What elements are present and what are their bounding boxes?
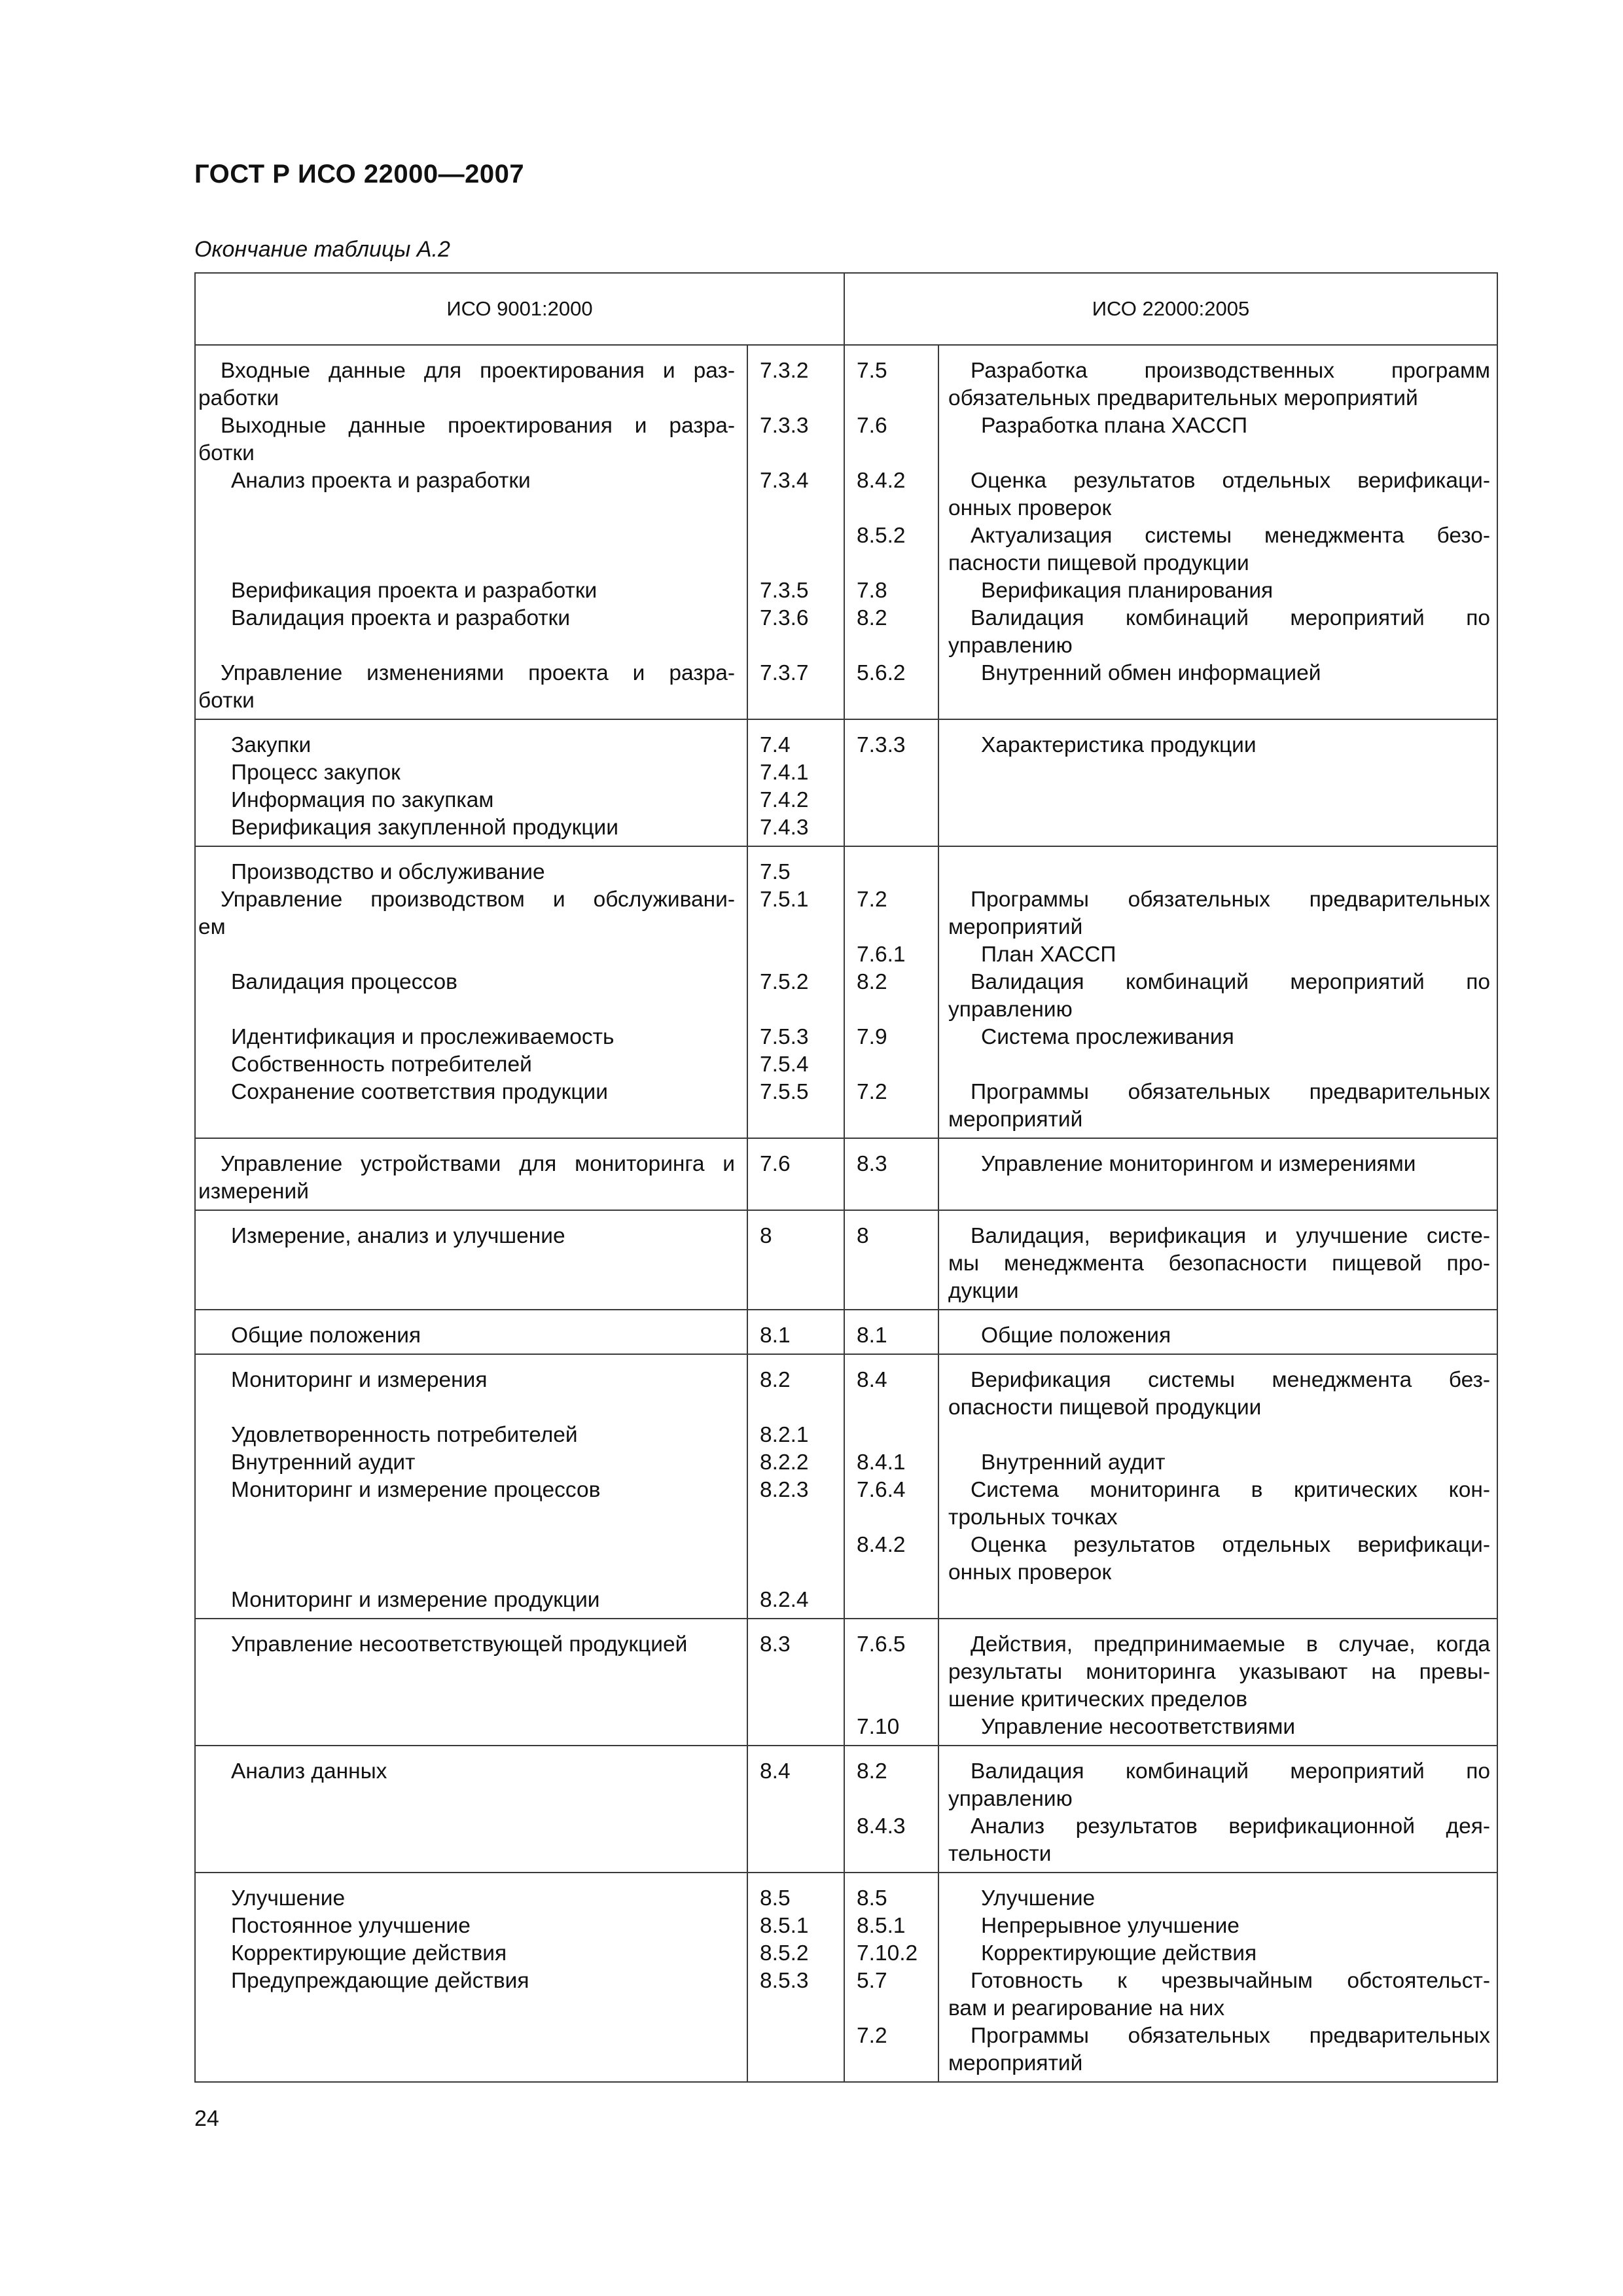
iso9001-requirement-cell xyxy=(195,1619,747,1746)
iso22000-clause-line: 7.6.4 xyxy=(857,1478,906,1502)
iso9001-requirement-line: Корректирующие действия xyxy=(231,1941,507,1965)
iso9001-requirement-line xyxy=(198,1659,735,1686)
table-row xyxy=(195,1310,1497,1354)
iso22000-clause-line xyxy=(857,1840,935,1868)
iso22000-requirement-line: опасности пищевой продукции xyxy=(948,1395,1262,1420)
iso22000-requirement-line: пасности пищевой продукции xyxy=(948,551,1249,575)
iso22000-requirement-line xyxy=(948,687,1490,715)
iso22000-requirement-line: Разработка плана ХАССП xyxy=(981,414,1248,438)
iso9001-requirement-line: ем xyxy=(198,915,226,939)
iso9001-requirement-line: Общие положения xyxy=(231,1323,421,1348)
iso9001-clause-line xyxy=(760,1785,841,1813)
iso22000-requirement-line: управлению xyxy=(948,1787,1073,1811)
iso22000-requirement-line: Непрерывное улучшение xyxy=(981,1914,1240,1938)
iso22000-requirement-cell xyxy=(938,1210,1497,1310)
iso22000-clause-line xyxy=(857,1394,935,1422)
iso9001-requirement-cell xyxy=(195,1138,747,1210)
iso22000-requirement-line: Валидация комбинаций мероприятий по xyxy=(971,606,1491,630)
iso9001-requirement-line: работки xyxy=(198,386,279,410)
iso22000-clause-line xyxy=(857,859,935,886)
iso9001-clause-line: 7.3.6 xyxy=(760,606,809,630)
iso9001-clause-line: 8.2.4 xyxy=(760,1588,809,1612)
iso22000-requirement-line: Верификация планирования xyxy=(981,579,1274,603)
iso22000-requirement-cell xyxy=(938,1354,1497,1619)
iso22000-clause-cell xyxy=(844,1619,938,1746)
iso22000-clause-line: 7.10.2 xyxy=(857,1941,918,1965)
iso9001-clause-cell xyxy=(747,1138,844,1210)
iso9001-clause-line: 7.4.1 xyxy=(760,761,809,785)
iso9001-clause-line xyxy=(760,440,841,467)
iso9001-clause-cell xyxy=(747,846,844,1138)
iso22000-requirement-line: Управление несоответствиями xyxy=(981,1715,1296,1739)
iso9001-clause-line xyxy=(760,1995,841,2022)
iso22000-requirement-cell xyxy=(938,345,1497,719)
iso9001-clause-line xyxy=(760,687,841,715)
iso9001-requirement-line: Верификация закупленной продукции xyxy=(231,816,618,840)
iso22000-clause-line xyxy=(857,687,935,715)
table-header-row xyxy=(195,273,1497,345)
iso9001-clause-line xyxy=(760,996,841,1024)
iso9001-clause-line xyxy=(760,550,841,577)
iso22000-requirement-line: Программы обязательных предварительных xyxy=(971,2024,1491,2048)
iso9001-requirement-line: Анализ данных xyxy=(231,1759,387,1784)
iso22000-clause-line: 8.4.2 xyxy=(857,469,906,493)
iso9001-requirement-line xyxy=(198,2050,735,2077)
iso22000-clause-line xyxy=(857,550,935,577)
iso9001-requirement-line: Улучшение xyxy=(231,1886,346,1910)
iso22000-requirement-line: Система прослеживания xyxy=(981,1025,1234,1049)
iso22000-clause-line: 7.3.3 xyxy=(857,733,906,757)
iso9001-requirement-line: Управление устройствами для мониторинга и xyxy=(221,1152,735,1176)
iso9001-requirement-cell xyxy=(195,345,747,719)
iso9001-requirement-line xyxy=(198,1278,735,1305)
iso9001-requirement-line xyxy=(198,522,735,550)
iso9001-clause-line: 7.3.3 xyxy=(760,414,809,438)
iso9001-requirement-cell xyxy=(195,1873,747,2082)
iso9001-clause-line xyxy=(760,914,841,941)
iso9001-clause-line: 8 xyxy=(760,1224,772,1248)
iso22000-requirement-line xyxy=(948,440,1490,467)
iso22000-requirement-line xyxy=(948,1051,1490,1079)
iso22000-clause-line xyxy=(857,385,935,412)
iso9001-clause-line xyxy=(760,632,841,660)
iso9001-requirement-line xyxy=(198,1785,735,1813)
iso9001-clause-line: 7.4.3 xyxy=(760,816,809,840)
iso9001-requirement-cell xyxy=(195,1310,747,1354)
iso22000-clause-line: 8.4.2 xyxy=(857,1533,906,1557)
iso9001-clause-line xyxy=(760,1178,841,1206)
iso9001-requirement-line: Анализ проекта и разработки xyxy=(231,469,531,493)
iso22000-clause-line xyxy=(857,914,935,941)
iso9001-requirement-line: Собственность потребителей xyxy=(231,1052,532,1077)
iso9001-requirement-line: Валидация проекта и разработки xyxy=(231,606,571,630)
iso9001-clause-line: 7.3.7 xyxy=(760,661,809,685)
iso22000-clause-line: 5.6.2 xyxy=(857,661,906,685)
iso9001-clause-line xyxy=(760,1504,841,1532)
iso22000-clause-line: 5.7 xyxy=(857,1969,887,1993)
iso9001-requirement-line: Производство и обслуживание xyxy=(231,860,545,884)
iso22000-clause-line xyxy=(857,1504,935,1532)
column-header-iso22000: ИСО 22000:2005 xyxy=(844,273,1497,345)
iso22000-requirement-line: Программы обязательных предварительных xyxy=(971,1080,1491,1104)
table-row xyxy=(195,1354,1497,1619)
iso22000-requirement-line: Общие положения xyxy=(981,1323,1171,1348)
iso9001-clause-line xyxy=(760,2050,841,2077)
table-body xyxy=(195,345,1497,2082)
iso9001-clause-line: 8.5.1 xyxy=(760,1914,809,1938)
iso22000-clause-line xyxy=(857,632,935,660)
iso22000-requirement-line: Оценка результатов отдельных верификаци- xyxy=(971,469,1491,493)
iso9001-requirement-line xyxy=(198,632,735,660)
iso22000-requirement-line: Актуализация системы менеджмента безо- xyxy=(971,524,1491,548)
iso9001-clause-line: 7.5.5 xyxy=(760,1080,809,1104)
iso9001-clause-line: 8.4 xyxy=(760,1759,791,1784)
document-title: ГОСТ Р ИСО 22000—2007 xyxy=(194,160,525,188)
column-header-iso9001: ИСО 9001:2000 xyxy=(195,273,844,345)
iso22000-clause-line: 8.4.3 xyxy=(857,1814,906,1839)
iso22000-requirement-line: онных проверок xyxy=(948,1560,1112,1585)
table-row xyxy=(195,1138,1497,1210)
iso22000-requirement-line: Внутренний обмен информацией xyxy=(981,661,1321,685)
iso22000-requirement-line xyxy=(948,1178,1490,1206)
iso22000-requirement-line: Внутренний аудит xyxy=(981,1450,1166,1475)
iso22000-requirement-cell xyxy=(938,1310,1497,1354)
iso22000-clause-line: 8.5 xyxy=(857,1886,887,1910)
table-caption: Окончание таблицы А.2 xyxy=(194,237,450,262)
iso22000-clause-line: 7.6.5 xyxy=(857,1632,906,1657)
iso9001-requirement-cell xyxy=(195,719,747,846)
iso22000-clause-line: 8.1 xyxy=(857,1323,887,1348)
iso22000-requirement-line: Готовность к чрезвычайным обстоятельст- xyxy=(971,1969,1491,1993)
iso9001-clause-line: 8.5.2 xyxy=(760,1941,809,1965)
iso22000-clause-line: 8.5.1 xyxy=(857,1914,906,1938)
iso22000-requirement-line: Валидация комбинаций мероприятий по xyxy=(971,970,1491,994)
iso22000-requirement-line: Характеристика продукции xyxy=(981,733,1257,757)
iso22000-clause-line xyxy=(857,1587,935,1614)
iso9001-clause-line: 7.6 xyxy=(760,1152,791,1176)
table-row xyxy=(195,1619,1497,1746)
iso9001-requirement-line: ботки xyxy=(198,689,255,713)
iso9001-clause-line: 8.5 xyxy=(760,1886,791,1910)
iso9001-clause-line: 7.3.2 xyxy=(760,359,809,383)
iso9001-requirement-line: Мониторинг и измерение продукции xyxy=(231,1588,600,1612)
iso9001-clause-line xyxy=(760,495,841,522)
iso22000-clause-line: 7.5 xyxy=(857,359,887,383)
iso22000-requirement-cell xyxy=(938,1746,1497,1873)
iso9001-requirement-line xyxy=(198,1504,735,1532)
iso9001-clause-cell xyxy=(747,1354,844,1619)
iso22000-clause-line: 8.4.1 xyxy=(857,1450,906,1475)
iso22000-clause-line: 7.9 xyxy=(857,1025,887,1049)
iso22000-clause-line xyxy=(857,1051,935,1079)
iso9001-requirement-line: Закупки xyxy=(231,733,312,757)
table-row xyxy=(195,345,1497,719)
iso22000-requirement-cell xyxy=(938,846,1497,1138)
iso9001-clause-line: 7.5 xyxy=(760,860,791,884)
iso22000-clause-cell xyxy=(844,1310,938,1354)
iso22000-requirement-line: онных проверок xyxy=(948,496,1112,520)
iso22000-clause-line: 7.2 xyxy=(857,1080,887,1104)
iso9001-requirement-line xyxy=(198,996,735,1024)
iso22000-requirement-line: результаты мониторинга указывают на превы- xyxy=(948,1660,1491,1684)
iso22000-clause-cell xyxy=(844,1873,938,2082)
iso9001-requirement-line xyxy=(198,1995,735,2022)
iso22000-requirement-line: вам и реагирование на них xyxy=(948,1996,1225,2020)
iso9001-requirement-line xyxy=(198,1686,735,1713)
iso9001-clause-line: 8.5.3 xyxy=(760,1969,809,1993)
iso22000-clause-line: 8.4 xyxy=(857,1368,887,1392)
iso22000-requirement-line xyxy=(948,814,1490,842)
iso9001-requirement-line: Процесс закупок xyxy=(231,761,401,785)
iso22000-clause-line: 8.3 xyxy=(857,1152,887,1176)
iso9001-clause-line: 8.2 xyxy=(760,1368,791,1392)
iso22000-requirement-line: обязательных предварительных мероприятий xyxy=(948,386,1418,410)
iso22000-clause-line xyxy=(857,1785,935,1813)
iso9001-requirement-line: Предупреждающие действия xyxy=(231,1969,529,1993)
iso22000-requirement-line: Анализ результатов верификационной дея- xyxy=(971,1814,1491,1839)
iso22000-clause-line xyxy=(857,759,935,787)
iso9001-clause-line xyxy=(760,2022,841,2050)
iso9001-requirement-line: Управление производством и обслуживани- xyxy=(221,888,735,912)
iso9001-clause-line xyxy=(760,1713,841,1741)
iso22000-clause-line xyxy=(857,1995,935,2022)
iso9001-clause-line xyxy=(760,1686,841,1713)
iso9001-clause-line xyxy=(760,1659,841,1686)
iso9001-requirement-line: Идентификация и прослеживаемость xyxy=(231,1025,615,1049)
iso9001-clause-line xyxy=(760,1278,841,1305)
iso22000-clause-cell xyxy=(844,1746,938,1873)
iso9001-clause-line xyxy=(760,385,841,412)
iso22000-requirement-line: дукции xyxy=(948,1279,1019,1303)
iso9001-clause-line xyxy=(760,941,841,969)
iso22000-clause-line xyxy=(857,814,935,842)
table-row xyxy=(195,719,1497,846)
iso9001-clause-line xyxy=(760,1250,841,1278)
iso22000-requirement-line: Действия, предпринимаемые в случае, когда xyxy=(971,1632,1491,1657)
iso9001-requirement-line: Постоянное улучшение xyxy=(231,1914,471,1938)
iso22000-clause-line: 8.5.2 xyxy=(857,524,906,548)
iso22000-clause-line: 7.6.1 xyxy=(857,942,906,967)
iso22000-requirement-line xyxy=(948,759,1490,787)
iso9001-requirement-line: Управление несоответствующей продукцией xyxy=(231,1632,688,1657)
iso9001-clause-line xyxy=(760,1532,841,1559)
iso9001-clause-cell xyxy=(747,1210,844,1310)
iso22000-clause-line: 7.10 xyxy=(857,1715,900,1739)
iso9001-requirement-line: Выходные данные проектирования и разра- xyxy=(221,414,735,438)
iso22000-clause-line xyxy=(857,1250,935,1278)
iso9001-requirement-cell xyxy=(195,1210,747,1310)
iso22000-requirement-line: Валидация комбинаций мероприятий по xyxy=(971,1759,1491,1784)
iso22000-requirement-line: Валидация, верификация и улучшение систе- xyxy=(971,1224,1491,1248)
iso9001-requirement-line: ботки xyxy=(198,441,255,465)
iso9001-requirement-line xyxy=(198,1106,735,1134)
iso22000-requirement-line: Оценка результатов отдельных верификаци- xyxy=(971,1533,1491,1557)
iso9001-clause-line: 7.4 xyxy=(760,733,791,757)
iso9001-requirement-line xyxy=(198,1532,735,1559)
iso22000-requirement-line xyxy=(948,1422,1490,1449)
iso9001-requirement-line xyxy=(198,941,735,969)
iso22000-requirement-line: мы менеджмента безопасности пищевой про- xyxy=(948,1251,1491,1276)
iso22000-clause-cell xyxy=(844,719,938,846)
iso22000-clause-line: 8.2 xyxy=(857,970,887,994)
iso9001-clause-line: 8.1 xyxy=(760,1323,791,1348)
iso22000-clause-line xyxy=(857,495,935,522)
iso9001-clause-line xyxy=(760,1813,841,1840)
iso9001-clause-line xyxy=(760,1559,841,1587)
iso22000-clause-line xyxy=(857,1278,935,1305)
iso9001-requirement-line: измерений xyxy=(198,1179,309,1204)
iso22000-clause-line: 7.2 xyxy=(857,888,887,912)
iso9001-clause-cell xyxy=(747,1619,844,1746)
iso22000-requirement-line: Программы обязательных предварительных xyxy=(971,888,1491,912)
iso9001-clause-line xyxy=(760,522,841,550)
iso22000-clause-line xyxy=(857,1178,935,1206)
iso9001-clause-cell xyxy=(747,1310,844,1354)
iso22000-requirement-line: трольных точках xyxy=(948,1505,1118,1530)
iso9001-clause-cell xyxy=(747,345,844,719)
iso22000-clause-cell xyxy=(844,345,938,719)
table-row xyxy=(195,1746,1497,1873)
iso22000-clause-line xyxy=(857,787,935,814)
iso9001-requirement-line: Измерение, анализ и улучшение xyxy=(231,1224,565,1248)
iso22000-requirement-line: мероприятий xyxy=(948,915,1083,939)
iso9001-clause-line xyxy=(760,1106,841,1134)
iso9001-clause-cell xyxy=(747,1746,844,1873)
iso9001-requirement-cell xyxy=(195,1354,747,1619)
iso22000-requirement-cell xyxy=(938,1873,1497,2082)
iso22000-clause-line: 8.2 xyxy=(857,606,887,630)
iso9001-clause-line: 7.5.2 xyxy=(760,970,809,994)
iso9001-clause-line: 7.4.2 xyxy=(760,788,809,812)
iso22000-requirement-line: управлению xyxy=(948,997,1073,1022)
correspondence-table xyxy=(194,272,1498,2083)
iso22000-clause-line xyxy=(857,2050,935,2077)
iso22000-requirement-cell xyxy=(938,1138,1497,1210)
iso9001-requirement-cell xyxy=(195,846,747,1138)
iso22000-clause-line: 8 xyxy=(857,1224,869,1248)
iso9001-requirement-line: Валидация процессов xyxy=(231,970,457,994)
iso22000-clause-cell xyxy=(844,1210,938,1310)
iso22000-requirement-line xyxy=(948,787,1490,814)
table-row xyxy=(195,1873,1497,2082)
iso22000-requirement-line: Корректирующие действия xyxy=(981,1941,1257,1965)
iso9001-requirement-line xyxy=(198,1813,735,1840)
iso22000-clause-line xyxy=(857,1559,935,1587)
iso9001-requirement-line: Сохранение соответствия продукции xyxy=(231,1080,608,1104)
iso9001-clause-line xyxy=(760,1394,841,1422)
iso22000-requirement-line: План ХАССП xyxy=(981,942,1116,967)
iso9001-requirement-cell xyxy=(195,1746,747,1873)
iso9001-requirement-line xyxy=(198,550,735,577)
iso9001-clause-cell xyxy=(747,719,844,846)
iso9001-clause-line: 7.5.1 xyxy=(760,888,809,912)
iso22000-clause-cell xyxy=(844,1354,938,1619)
iso9001-requirement-line: Входные данные для проектирования и раз- xyxy=(221,359,735,383)
iso22000-requirement-line: мероприятий xyxy=(948,1107,1083,1132)
iso9001-requirement-line: Мониторинг и измерения xyxy=(231,1368,488,1392)
iso22000-requirement-line: шение критических пределов xyxy=(948,1687,1248,1712)
iso9001-requirement-line: Управление изменениями проекта и разра- xyxy=(221,661,735,685)
iso22000-clause-line: 7.6 xyxy=(857,414,887,438)
table-row xyxy=(195,1210,1497,1310)
iso9001-requirement-line: Удовлетворенность потребителей xyxy=(231,1423,578,1447)
iso22000-requirement-line: тельности xyxy=(948,1842,1052,1866)
iso22000-clause-line xyxy=(857,1106,935,1134)
iso9001-requirement-line xyxy=(198,495,735,522)
iso9001-clause-line: 8.3 xyxy=(760,1632,791,1657)
iso9001-requirement-line: Верификация проекта и разработки xyxy=(231,579,597,603)
table-row xyxy=(195,846,1497,1138)
iso22000-requirement-line xyxy=(948,859,1490,886)
iso9001-clause-line: 7.3.5 xyxy=(760,579,809,603)
iso9001-clause-line: 8.2.3 xyxy=(760,1478,809,1502)
iso22000-clause-line xyxy=(857,1659,935,1686)
iso22000-requirement-line: Система мониторинга в критических кон- xyxy=(971,1478,1491,1502)
iso22000-clause-line xyxy=(857,1686,935,1713)
page-number: 24 xyxy=(194,2106,219,2131)
iso22000-requirement-line: Улучшение xyxy=(981,1886,1096,1910)
iso9001-requirement-line: Внутренний аудит xyxy=(231,1450,416,1475)
iso9001-requirement-line xyxy=(198,2022,735,2050)
iso9001-clause-line: 8.2.1 xyxy=(760,1423,809,1447)
iso9001-clause-line xyxy=(760,1840,841,1868)
iso9001-clause-cell xyxy=(747,1873,844,2082)
iso22000-requirement-cell xyxy=(938,719,1497,846)
iso22000-clause-line xyxy=(857,996,935,1024)
iso22000-clause-line xyxy=(857,440,935,467)
iso22000-clause-cell xyxy=(844,846,938,1138)
iso22000-clause-line: 8.2 xyxy=(857,1759,887,1784)
iso9001-requirement-line: Мониторинг и измерение процессов xyxy=(231,1478,601,1502)
iso9001-requirement-line xyxy=(198,1559,735,1587)
iso9001-requirement-line xyxy=(198,1713,735,1741)
iso22000-clause-line: 7.8 xyxy=(857,579,887,603)
iso22000-clause-line: 7.2 xyxy=(857,2024,887,2048)
iso22000-requirement-line: Разработка производственных программ xyxy=(971,359,1491,383)
iso9001-clause-line: 7.5.3 xyxy=(760,1025,809,1049)
iso22000-requirement-line xyxy=(948,1587,1490,1614)
iso22000-requirement-cell xyxy=(938,1619,1497,1746)
iso9001-requirement-line xyxy=(198,1394,735,1422)
iso9001-clause-line: 8.2.2 xyxy=(760,1450,809,1475)
iso9001-requirement-line xyxy=(198,1250,735,1278)
iso9001-clause-line: 7.3.4 xyxy=(760,469,809,493)
iso22000-requirement-line: Верификация системы менеджмента без- xyxy=(971,1368,1491,1392)
iso22000-requirement-line: мероприятий xyxy=(948,2051,1083,2075)
iso22000-requirement-line: управлению xyxy=(948,634,1073,658)
iso9001-requirement-line: Информация по закупкам xyxy=(231,788,494,812)
iso22000-clause-cell xyxy=(844,1138,938,1210)
iso9001-clause-line: 7.5.4 xyxy=(760,1052,809,1077)
iso22000-requirement-line: Управление мониторингом и измерениями xyxy=(981,1152,1416,1176)
iso9001-requirement-line xyxy=(198,1840,735,1868)
iso22000-clause-line xyxy=(857,1422,935,1449)
